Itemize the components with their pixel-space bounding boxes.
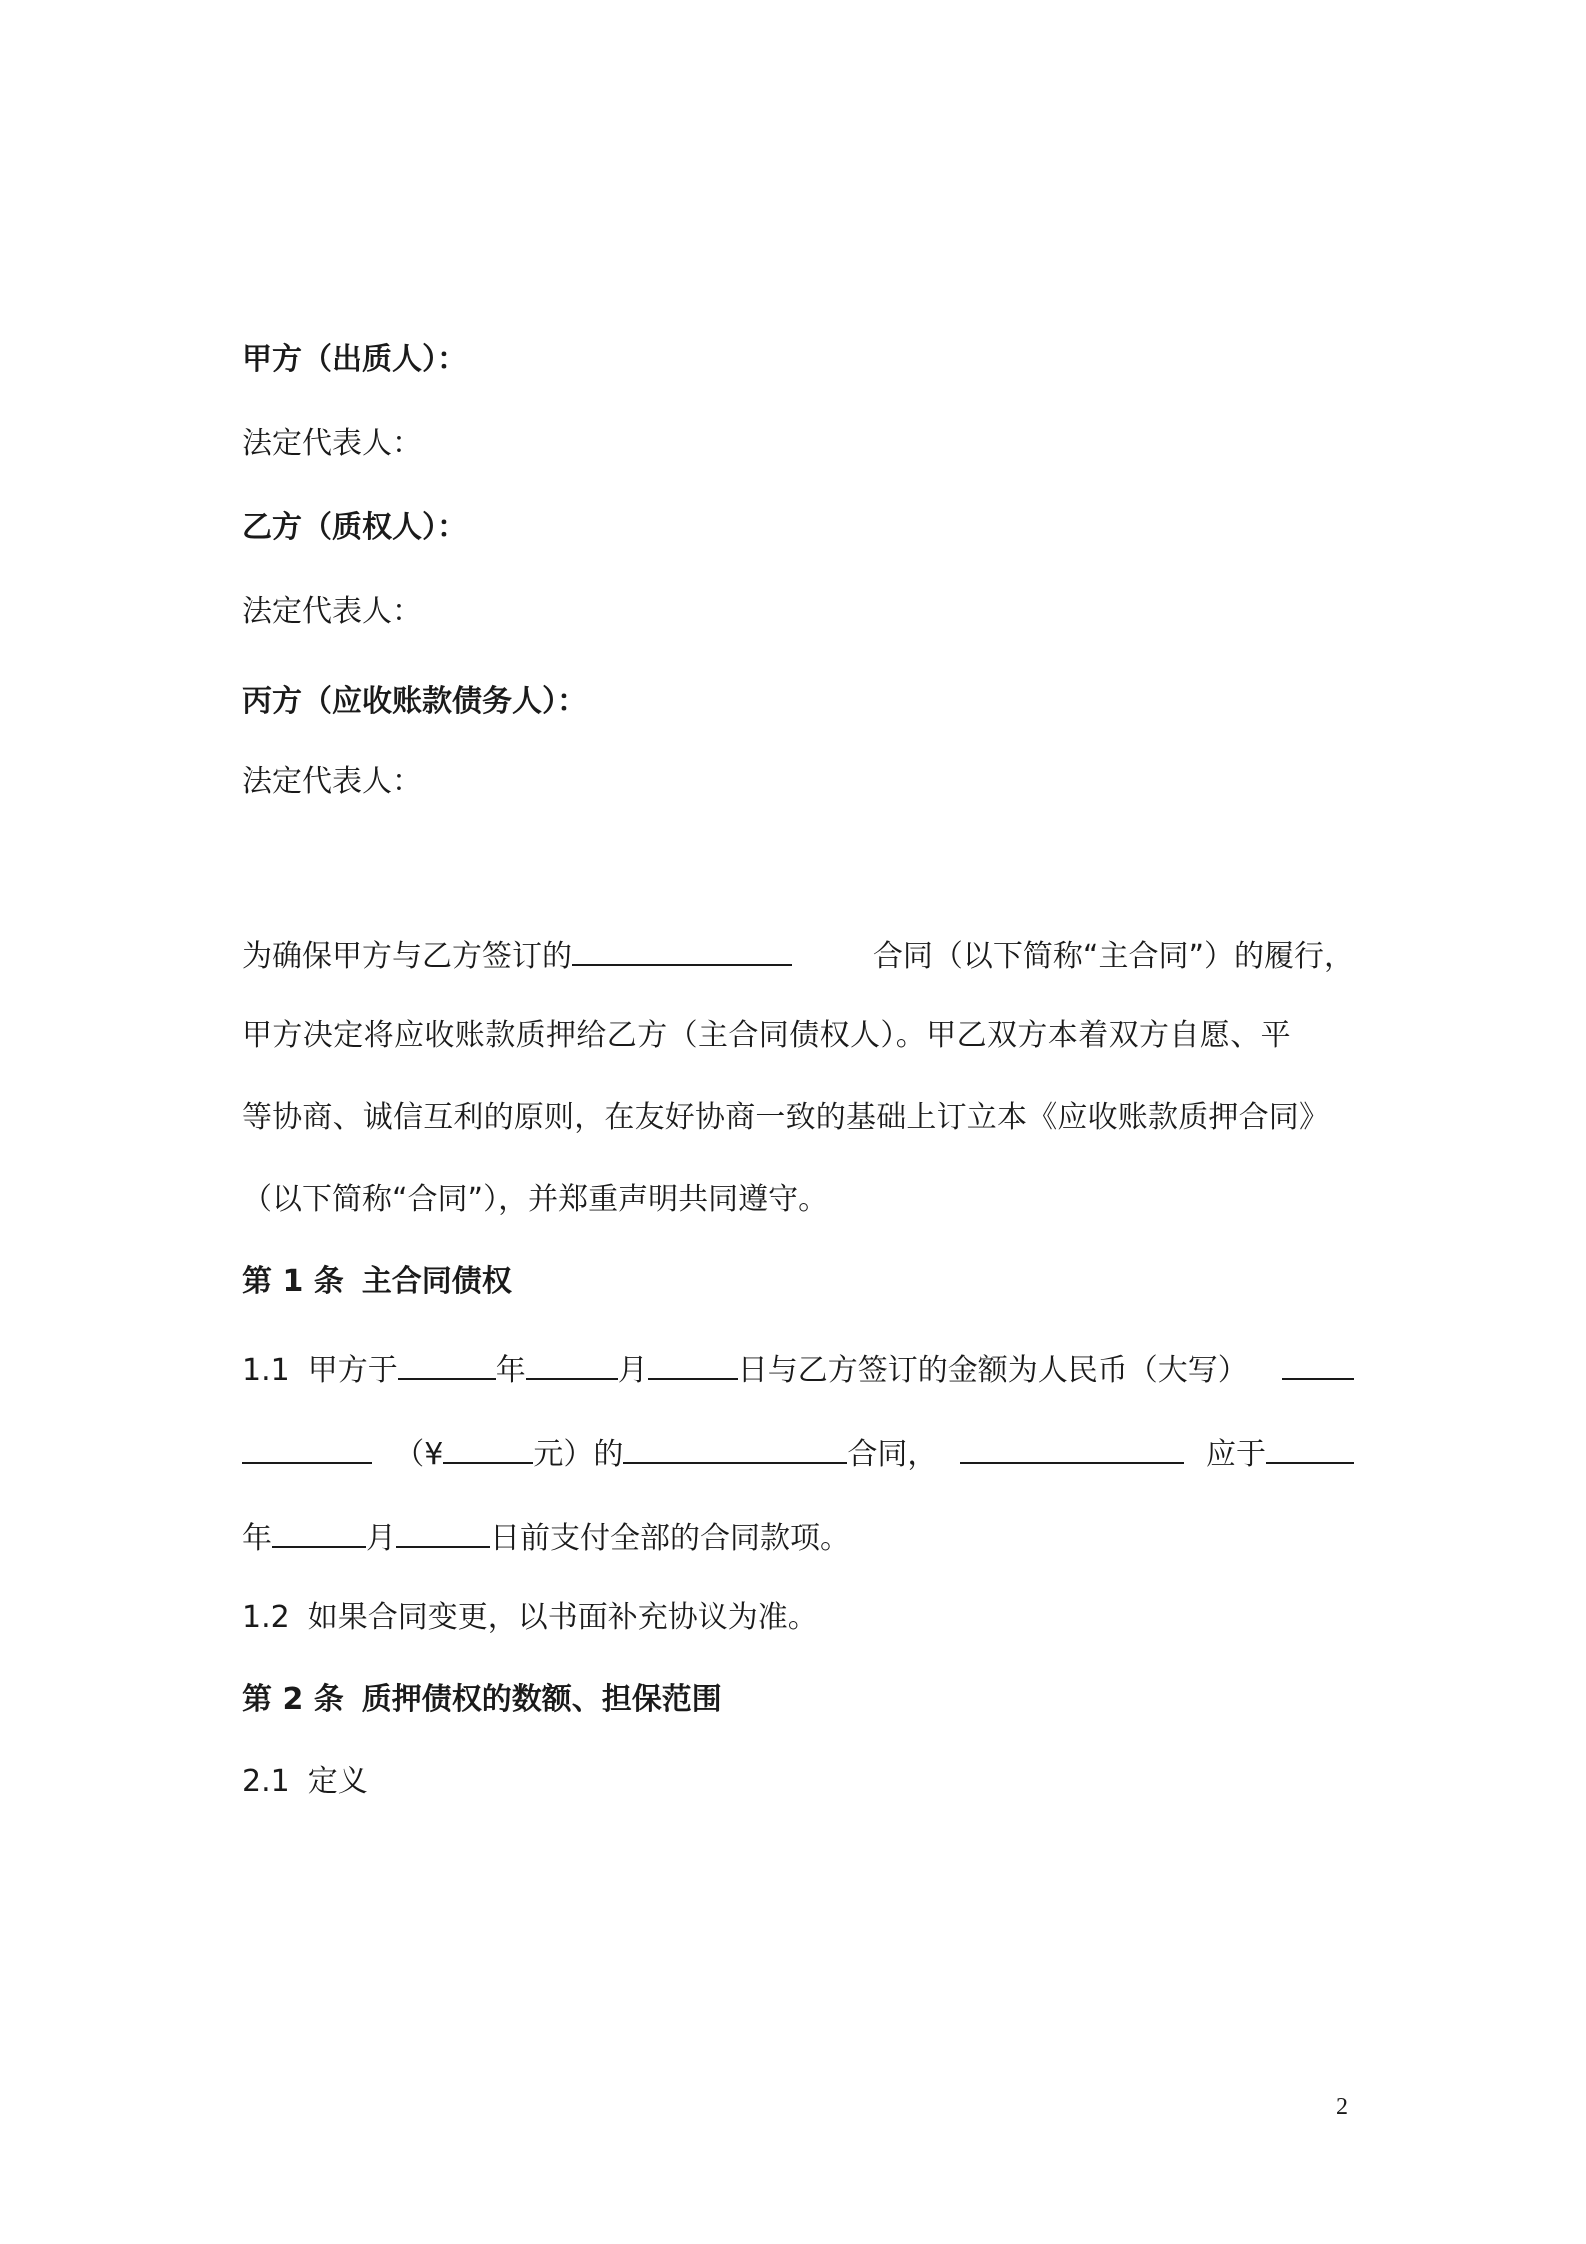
clause-1-1-line-2 bbox=[242, 1432, 1354, 1475]
clause-1-1-year: 年 bbox=[495, 1353, 526, 1388]
party-c-label: 丙方（应收账款债务人）： bbox=[242, 684, 587, 719]
clause-1-2 bbox=[242, 1598, 818, 1638]
clause-2-1-number: 2.1 bbox=[242, 1764, 290, 1799]
payer-blank[interactable] bbox=[960, 1432, 1184, 1464]
party-b-representative: 法定代表人： bbox=[242, 594, 422, 629]
clause-1-1-text-g: 年 bbox=[242, 1521, 272, 1556]
contract-type-blank[interactable] bbox=[623, 1432, 847, 1464]
amount-words-blank-2[interactable] bbox=[242, 1432, 372, 1464]
clause-1-1-month: 月 bbox=[617, 1353, 648, 1388]
article-2-number: 第 2 条 bbox=[242, 1682, 344, 1717]
party-b-label: 乙方（质权人）： bbox=[242, 510, 467, 545]
party-a-representative: 法定代表人： bbox=[242, 426, 422, 461]
clause-1-1-text-e: 合同， bbox=[847, 1437, 938, 1472]
clause-1-1-text-c: （¥ bbox=[394, 1437, 444, 1472]
article-2-heading bbox=[242, 1680, 722, 1720]
party-c-representative: 法定代表人： bbox=[242, 764, 422, 799]
clause-1-1-line-3 bbox=[242, 1516, 850, 1559]
clause-1-1-text-a: 甲方于 bbox=[307, 1353, 398, 1388]
clause-1-1-text-h: 月 bbox=[366, 1521, 396, 1556]
clause-2-1 bbox=[242, 1762, 368, 1802]
preamble-line-3: 等协商、诚信互利的原则，在友好协商一致的基础上订立本《应收账款质押合同》 bbox=[242, 1100, 1330, 1135]
amount-figure-blank[interactable] bbox=[443, 1432, 533, 1464]
article-1-number: 第 1 条 bbox=[242, 1264, 344, 1299]
amount-words-blank-1[interactable] bbox=[1282, 1348, 1354, 1380]
clause-1-1-number: 1.1 bbox=[242, 1353, 290, 1388]
clause-1-2-text: 如果合同变更，以书面补充协议为准。 bbox=[307, 1600, 818, 1635]
preamble-line-1 bbox=[242, 934, 1354, 977]
article-1-heading bbox=[242, 1262, 512, 1302]
sign-day-blank[interactable] bbox=[648, 1348, 738, 1380]
article-1-title: 主合同债权 bbox=[361, 1264, 512, 1299]
page-number: 2 bbox=[1336, 2094, 1348, 2120]
clause-2-1-text: 定义 bbox=[307, 1764, 368, 1799]
clause-1-1-text-d: 元）的 bbox=[533, 1437, 624, 1472]
due-month-blank[interactable] bbox=[272, 1516, 366, 1548]
preamble-text-a: 为确保甲方与乙方签订的 bbox=[242, 939, 572, 974]
preamble-text-b: 合同（以下简称“主合同”）的履行， bbox=[872, 939, 1354, 974]
due-day-blank[interactable] bbox=[396, 1516, 490, 1548]
clause-1-1-text-i: 日前支付全部的合同款项。 bbox=[490, 1521, 850, 1556]
preamble-line-4: （以下简称“合同”），并郑重声明共同遵守。 bbox=[242, 1182, 829, 1217]
clause-1-1-line-1 bbox=[242, 1348, 1354, 1391]
sign-month-blank[interactable] bbox=[526, 1348, 618, 1380]
clause-1-2-number: 1.2 bbox=[242, 1600, 290, 1635]
clause-1-1-text-f: 应于 bbox=[1205, 1437, 1266, 1472]
contract-name-blank[interactable] bbox=[572, 934, 792, 966]
article-2-title: 质押债权的数额、担保范围 bbox=[361, 1682, 722, 1717]
party-a-label: 甲方（出质人）： bbox=[242, 342, 467, 377]
sign-year-blank[interactable] bbox=[398, 1348, 496, 1380]
preamble-line-2: 甲方决定将应收账款质押给乙方（主合同债权人）。甲乙双方本着双方自愿、平 bbox=[242, 1018, 1291, 1053]
due-year-blank-1[interactable] bbox=[1266, 1432, 1354, 1464]
clause-1-1-text-b: 日与乙方签订的金额为人民币（大写） bbox=[737, 1353, 1248, 1388]
